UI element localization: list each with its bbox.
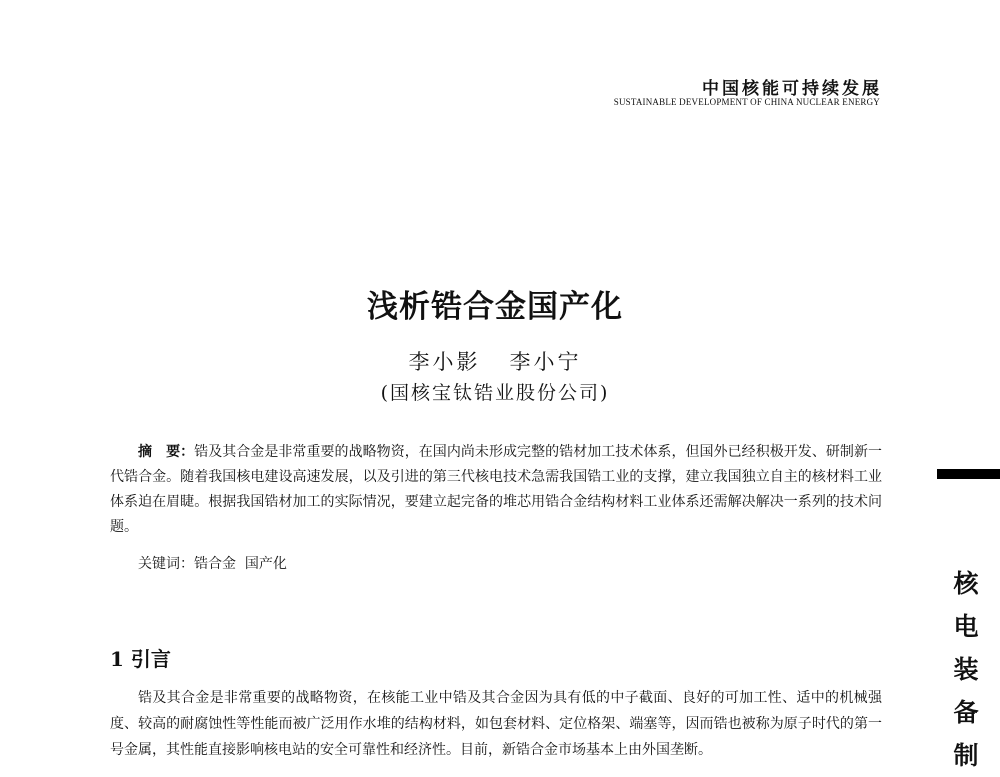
journal-title-en: SUSTAINABLE DEVELOPMENT OF CHINA NUCLEAR ENERGY xyxy=(613,97,880,107)
side-tab-bar xyxy=(937,469,1000,479)
article-affiliation: (国核宝钛锆业股份公司) xyxy=(380,382,610,404)
body-paragraph: 锆及其合金是非常重要的战略物资，在核能工业中锆及其合金因为具有低的中子截面、良好的可加工性、适中的机械强度、较高的耐腐蚀性等性能而被广泛用作水堆的结构材料，如包套材料、定位格架、端塞等，因而锆也被称为原子时代的第一号金属，其性能直接影响核电站的安全可靠性和经济性。目前，新锆合金市场基本上由外国垄断。 xyxy=(110,690,882,758)
keywords-text: 锆合金 国产化 xyxy=(194,556,287,572)
abstract xyxy=(110,440,882,540)
section-title: 引言 xyxy=(130,647,171,671)
side-tab-text: 核电装备制 xyxy=(953,569,979,770)
keywords xyxy=(138,553,287,573)
abstract-label: 摘 要： xyxy=(138,444,195,460)
abstract-text: 锆及其合金是非常重要的战略物资，在国内尚未形成完整的锆材加工技术体系，但国外已经积极开发、研制新一代锆合金。随着我国核电建设高速发展，以及引进的第三代核电技术急需我国锆工业的支撑，建立我国独立自主的核材料工业体系迫在眉睫。根据我国锆材加工的实际情况，要建立起完备的堆芯用锆合金结构材料工业体系还需解决解决一系列的技术问题。 xyxy=(110,444,882,535)
journal-title-cn: 中国核能可持续发展 xyxy=(702,79,882,99)
section-heading xyxy=(110,643,171,672)
keywords-label: 关键词： xyxy=(138,556,194,572)
article-authors: 李小影 李小宁 xyxy=(408,350,582,374)
article-title: 浅析锆合金国产化 xyxy=(367,289,623,325)
section-number: 1 xyxy=(110,647,124,671)
